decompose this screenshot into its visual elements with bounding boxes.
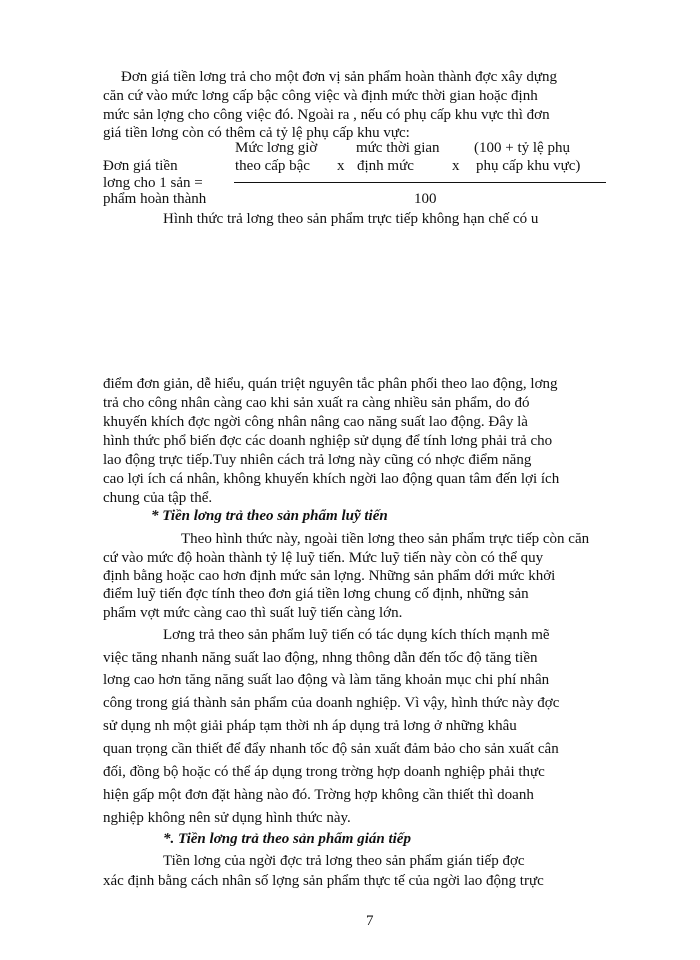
text-line: định bằng hoặc cao hơn định mức sản lợng. Những sản phẩm dới mức khởi: [103, 568, 556, 584]
text-line: chung của tập thể.: [103, 490, 213, 506]
text-line: cao lợi ích cá nhân, không khuyến khích ngời lao động quan tâm đến lợi ích: [103, 471, 560, 487]
section-heading: *. Tiền lơng trả theo sản phẩm gián tiếp: [163, 831, 411, 847]
text-line: quan trọng cần thiết để đẩy nhanh tốc độ sản xuất đảm bảo cho sản xuất cân: [103, 741, 559, 757]
text-line: lao động trực tiếp.Tuy nhiên cách trả lơng này cũng có nhợc điểm năng: [103, 452, 532, 468]
formula-lhs: Đơn giá tiền: [103, 158, 178, 174]
formula-times-sign: x: [337, 158, 345, 174]
text-line: điểm luỹ tiến đợc tính theo đơn giá tiền lơng chung cố định, những sản: [103, 586, 529, 602]
page-number: 7: [366, 913, 374, 929]
text-line: đối, đồng bộ hoặc có thể áp dụng trong trờng hợp doanh nghiệp phải thực: [103, 764, 545, 780]
text-line: điểm đơn giản, dễ hiểu, quán triệt nguyên tắc phân phối theo lao động, lơng: [103, 376, 558, 392]
text-line: nghiệp không nên sử dụng hình thức này.: [103, 810, 351, 826]
text-line: Hình thức trả lơng theo sản phẩm trực tiếp không hạn chế có u: [163, 211, 539, 227]
formula-numerator-term: (100 + tỷ lệ phụ: [474, 140, 570, 156]
formula-numerator-term: mức thời gian: [356, 140, 440, 156]
formula-lhs: lơng cho 1 sản =: [103, 175, 203, 191]
text-line: xác định bằng cách nhân số lợng sản phẩm thực tế của ngời lao động trực: [103, 873, 544, 889]
text-line: Tiền lơng của ngời đợc trả lơng theo sản phẩm gián tiếp đợc: [163, 853, 525, 869]
text-line: giá tiền lơng còn có thêm cả tỷ lệ phụ cấp khu vực:: [103, 125, 410, 141]
text-line: căn cứ vào mức lơng cấp bậc công việc và định mức thời gian hoặc định: [103, 88, 538, 104]
formula-numerator-term: Mức lơng giờ: [235, 140, 318, 156]
formula-numerator-term: định mức: [357, 158, 414, 174]
formula-lhs: phẩm hoàn thành: [103, 191, 207, 207]
text-line: công trong giá thành sản phẩm của doanh nghiệp. Vì vậy, hình thức này đợc: [103, 695, 560, 711]
text-line: mức sản lợng cho công việc đó. Ngoài ra , nếu có phụ cấp khu vực thì đơn: [103, 107, 550, 123]
text-line: Lơng trả theo sản phẩm luỹ tiến có tác dụng kích thích mạnh mẽ: [163, 627, 550, 643]
formula-numerator-term: phụ cấp khu vực): [476, 158, 581, 174]
text-line: cứ vào mức độ hoàn thành tỷ lệ luỹ tiến. Mức luỹ tiến này còn có thể quy: [103, 550, 544, 566]
formula-numerator-term: theo cấp bậc: [235, 158, 310, 174]
text-line: khuyến khích đợc ngời công nhân nâng cao năng suất lao động. Đây là: [103, 414, 528, 430]
text-line: hiện gấp một đơn đặt hàng nào đó. Trờng hợp không cần thiết thì doanh: [103, 787, 534, 803]
section-heading: * Tiền lơng trả theo sản phẩm luỹ tiến: [151, 508, 388, 524]
formula-denominator: 100: [414, 191, 437, 207]
formula-times-sign: x: [452, 158, 460, 174]
text-line: Theo hình thức này, ngoài tiền lơng theo sản phẩm trực tiếp còn căn: [181, 531, 590, 547]
text-line: sử dụng nh một giải pháp tạm thời nh áp dụng trả lơng ở những khâu: [103, 718, 517, 734]
text-line: Đơn giá tiền lơng trả cho một đơn vị sản phẩm hoàn thành đợc xây dựng: [121, 69, 558, 85]
text-line: hình thức phổ biến đợc các doanh nghiệp sử dụng để tính lơng phải trả cho: [103, 433, 553, 449]
text-line: lơng cao hơn tăng năng suất lao động và làm tăng khoản mục chi phí nhân: [103, 672, 550, 688]
text-line: phẩm vợt mức càng cao thì suất luỹ tiến càng lớn.: [103, 605, 403, 621]
text-line: việc tăng nhanh năng suất lao động, nhng thông dẫn đến tốc độ tăng tiền: [103, 650, 538, 666]
text-line: trả cho công nhân càng cao khi sản xuất ra càng nhiều sản phẩm, do đó: [103, 395, 530, 411]
fraction-bar: [234, 182, 606, 183]
